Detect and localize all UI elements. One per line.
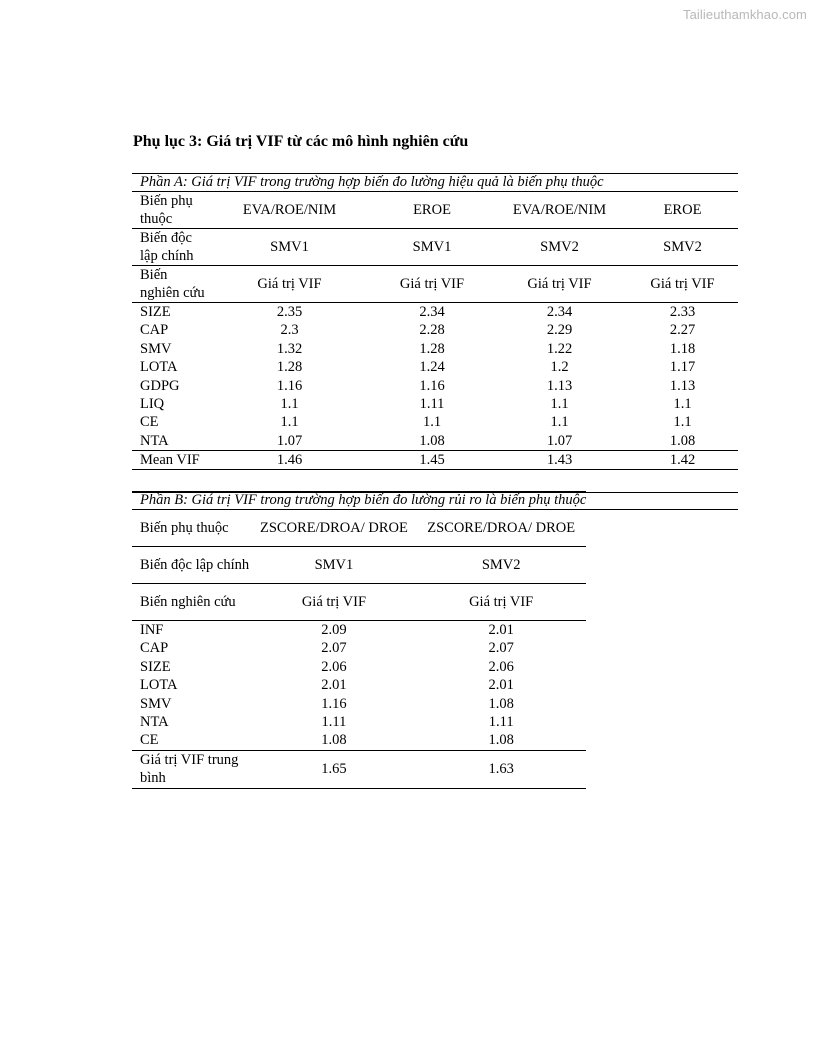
vif-value: 2.28 [419, 322, 445, 339]
vif-value: 1.18 [669, 340, 696, 357]
vif-value: 1.28 [276, 359, 303, 376]
vif-value: 1.08 [488, 695, 514, 712]
dependent-variable-value: ZSCORE/DROA/ DROE [252, 510, 416, 547]
dependent-variable-value: EROE [372, 192, 492, 229]
mean-label: Giá trị VIF trung bình [132, 750, 252, 788]
variable-name: SIZE [140, 658, 171, 675]
vif-value: 1.08 [669, 432, 696, 449]
variable-name: CE [140, 414, 159, 431]
table-row [132, 432, 738, 451]
vif-value: 2.09 [321, 622, 347, 638]
vif-value: 2.3 [280, 322, 299, 339]
independent-variable-value: SMV1 [372, 229, 492, 266]
vif-value: 1.1 [280, 396, 299, 413]
variable-name: SMV [140, 695, 172, 712]
vif-value: 1.11 [419, 396, 445, 413]
vif-value: 2.34 [546, 304, 573, 320]
table-row [132, 395, 738, 413]
mean-row [132, 451, 738, 470]
part-b-caption-text: Phần B: Giá trị VIF trong trường hợp biến đo lường rủi ro là biến phụ thuộc [140, 492, 587, 508]
variable-name: LOTA [140, 677, 178, 694]
independent-variable-label: Biến độc lập chính [132, 547, 252, 584]
variable-name: LOTA [140, 359, 178, 376]
table-row [132, 303, 738, 322]
independent-variable-label: Biến độc lập chính [132, 229, 207, 266]
page-title: Phụ lục 3: Giá trị VIF từ các mô hình nghiên cứu [133, 133, 469, 150]
vif-value: 2.01 [488, 677, 514, 694]
table-row [132, 621, 586, 640]
variable-name: NTA [140, 432, 169, 449]
vif-value: 2.06 [321, 658, 347, 675]
vif-value: 1.1 [673, 396, 692, 413]
vif-column-header: Giá trị VIF [207, 266, 372, 303]
table-row [132, 658, 586, 676]
variable-name: INF [140, 622, 164, 638]
table-row [132, 713, 586, 731]
vif-column-header: Giá trị VIF [372, 266, 492, 303]
dependent-variable-label: Biến phụ thuộc [132, 192, 207, 229]
vif-value: 1.28 [419, 340, 445, 357]
vif-value: 1.1 [550, 396, 569, 413]
mean-value: 1.63 [416, 750, 586, 788]
vif-value: 2.07 [321, 640, 347, 657]
table-row [132, 731, 586, 750]
vif-table-part-b [132, 491, 586, 789]
dependent-variable-label: Biến phụ thuộc [132, 510, 252, 547]
mean-value: 1.46 [207, 451, 372, 470]
vif-value: 1.16 [321, 695, 347, 712]
mean-value: 1.42 [627, 451, 738, 470]
vif-value: 2.01 [321, 677, 347, 694]
vif-value: 1.17 [669, 359, 696, 376]
table-row [132, 358, 738, 376]
variable-name: CE [140, 732, 159, 749]
vif-column-header: Giá trị VIF [252, 584, 416, 621]
vif-value: 2.34 [419, 304, 445, 320]
vif-column-header: Giá trị VIF [416, 584, 586, 621]
dependent-variable-value: EVA/ROE/NIM [492, 192, 627, 229]
independent-variable-value: SMV2 [492, 229, 627, 266]
vif-value: 2.27 [669, 322, 696, 339]
vif-column-header: Giá trị VIF [627, 266, 738, 303]
variable-name: SIZE [140, 304, 171, 320]
vif-value: 1.08 [321, 732, 347, 749]
vif-value: 1.16 [419, 377, 445, 394]
table-row [132, 639, 586, 657]
vif-value: 2.29 [546, 322, 573, 339]
mean-value: 1.65 [252, 750, 416, 788]
vif-value: 1.16 [276, 377, 303, 394]
vif-value: 2.06 [488, 658, 514, 675]
table-row [132, 413, 738, 431]
vif-value: 1.24 [419, 359, 445, 376]
independent-variable-value: SMV2 [416, 547, 586, 584]
mean-row [132, 750, 586, 788]
part-b-caption [132, 492, 586, 510]
dependent-variable-value: EVA/ROE/NIM [207, 192, 372, 229]
vif-table-part-a [132, 173, 738, 470]
vif-value: 1.2 [550, 359, 569, 376]
vif-value: 1.1 [550, 414, 569, 431]
vif-value: 2.07 [488, 640, 514, 657]
vif-value: 1.1 [673, 414, 692, 431]
mean-value: 1.45 [372, 451, 492, 470]
table-row [132, 321, 738, 339]
vif-value: 1.13 [546, 377, 573, 394]
table-row [132, 676, 586, 694]
vif-value: 1.08 [488, 732, 514, 749]
part-a-caption: Phần A: Giá trị VIF trong trường hợp biến đo lường hiệu quả là biến phụ thuộc [132, 174, 738, 192]
variable-name: SMV [140, 340, 172, 357]
vif-column-header: Giá trị VIF [492, 266, 627, 303]
dependent-variable-value: ZSCORE/DROA/ DROE [416, 510, 586, 547]
vif-value: 2.33 [669, 304, 696, 320]
vif-value: 1.11 [321, 714, 347, 731]
research-variable-label: Biến nghiên cứu [132, 266, 207, 303]
watermark: Tailieuthamkhao.com [682, 7, 807, 22]
vif-value: 1.1 [280, 414, 299, 431]
independent-variable-value: SMV2 [627, 229, 738, 266]
independent-variable-value: SMV1 [207, 229, 372, 266]
variable-name: CAP [140, 322, 169, 339]
variable-name: NTA [140, 714, 169, 731]
vif-value: 1.32 [276, 340, 303, 357]
research-variable-label: Biến nghiên cứu [132, 584, 252, 621]
independent-variable-value: SMV1 [252, 547, 416, 584]
mean-label: Mean VIF [132, 451, 207, 470]
variable-name: GDPG [140, 377, 180, 394]
vif-value: 1.07 [546, 432, 573, 449]
vif-value: 2.01 [488, 622, 514, 638]
vif-value: 2.35 [276, 304, 303, 320]
table-row [132, 377, 738, 395]
vif-value: 1.07 [276, 432, 303, 449]
variable-name: CAP [140, 640, 169, 657]
vif-value: 1.1 [422, 414, 442, 431]
vif-value: 1.11 [488, 714, 514, 731]
variable-name: LIQ [140, 396, 165, 413]
vif-value: 1.22 [546, 340, 573, 357]
vif-value: 1.13 [669, 377, 696, 394]
mean-value: 1.43 [492, 451, 627, 470]
table-row [132, 695, 586, 713]
table-row [132, 340, 738, 358]
dependent-variable-value: EROE [627, 192, 738, 229]
vif-value: 1.08 [419, 432, 445, 449]
